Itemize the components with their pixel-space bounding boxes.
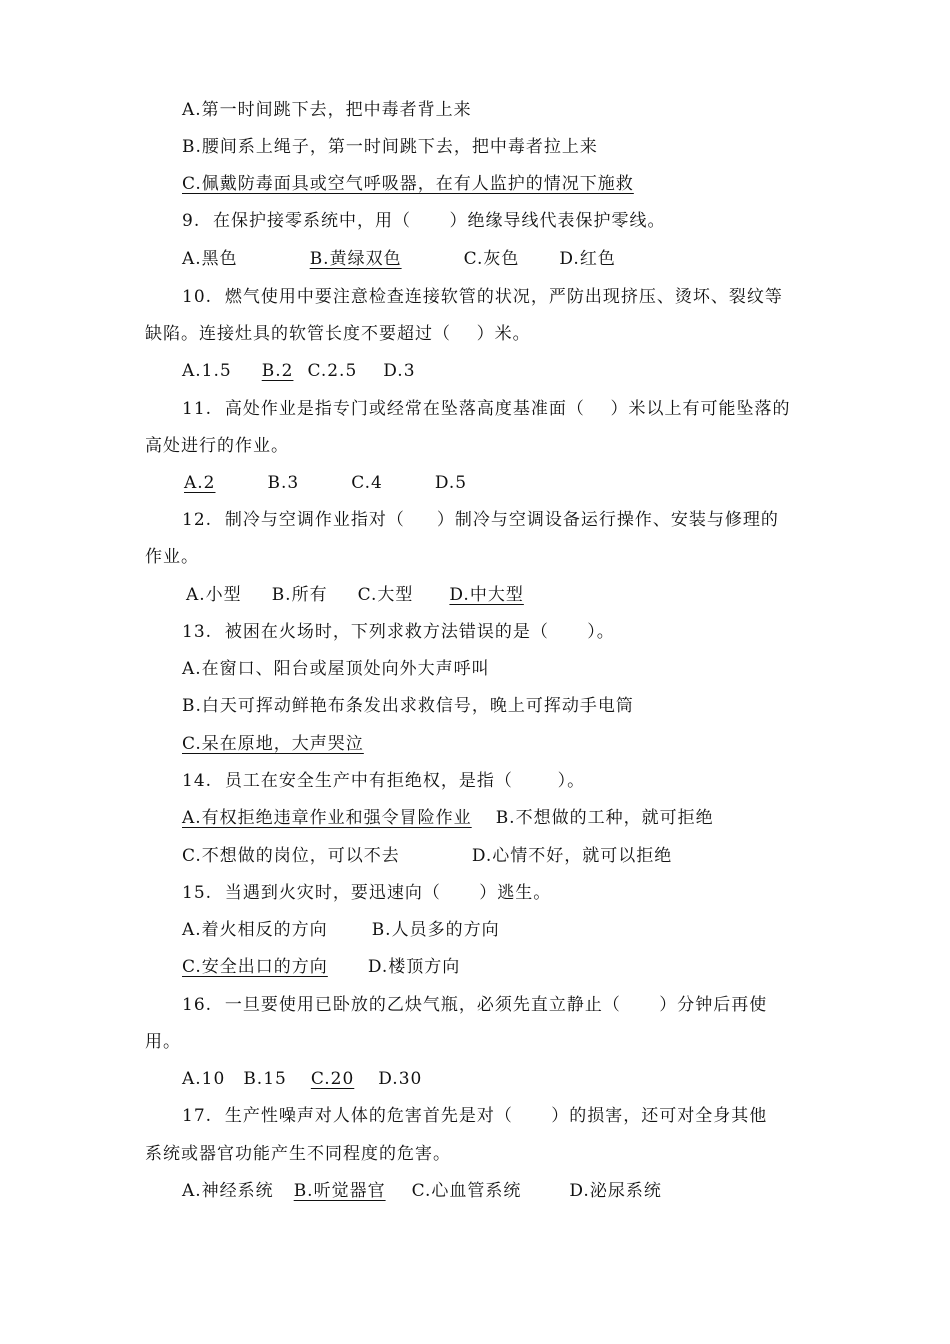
question-17-cont: 系统或器官功能产生不同程度的危害。 [145, 1144, 451, 1164]
question-11-cont: 高处进行的作业。 [145, 436, 289, 456]
options-row: C.不想做的岗位，可以不去 D.心情不好，就可以拒绝 [182, 846, 673, 866]
options-row: A.10 B.15 C.20 D.30 [182, 1069, 423, 1089]
question-10-cont: 缺陷。连接灶具的软管长度不要超过（ ）米。 [145, 324, 531, 344]
answer-option: C.佩戴防毒面具或空气呼吸器，在有人监护的情况下施救 [182, 174, 634, 194]
answer-option: C.安全出口的方向 [182, 957, 328, 977]
question-13: 13. 被困在火场时，下列求救方法错误的是（ ）。 [182, 622, 615, 642]
question-12-cont: 作业。 [145, 547, 199, 567]
option-line: B.白天可挥动鲜艳布条发出求救信号，晚上可挥动手电筒 [182, 696, 634, 716]
answer-option: A.2 [184, 473, 216, 493]
answer-option: C.呆在原地，大声哭泣 [182, 734, 364, 754]
answer-option: B.听觉器官 [293, 1181, 386, 1201]
option-line: A.第一时间跳下去，把中毒者背上来 [182, 100, 472, 120]
options-row: C.安全出口的方向 D.楼顶方向 [182, 957, 461, 977]
answer-option: C.20 [310, 1069, 355, 1089]
options-row: A.着火相反的方向 B.人员多的方向 [182, 920, 500, 940]
question-16-cont: 用。 [145, 1032, 181, 1052]
answer-option: B.黄绿双色 [309, 249, 402, 269]
options-row: A.小型 B.所有 C.大型 D.中大型 [186, 585, 524, 605]
options-row: A.神经系统 B.听觉器官 C.心血管系统 D.泌尿系统 [182, 1181, 662, 1201]
options-row: A.有权拒绝违章作业和强令冒险作业 B.不想做的工种，就可拒绝 [182, 808, 714, 828]
question-15: 15. 当遇到火灾时，要迅速向（ ）逃生。 [182, 883, 552, 903]
question-9: 9. 在保护接零系统中，用（ ）绝缘导线代表保护零线。 [182, 211, 666, 231]
answer-option: A.有权拒绝违章作业和强令冒险作业 [182, 808, 472, 828]
question-10: 10. 燃气使用中要注意检查连接软管的状况，严防出现挤压、烫坏、裂纹等 [182, 287, 783, 307]
question-14: 14. 员工在安全生产中有拒绝权，是指（ ）。 [182, 771, 586, 791]
question-12: 12. 制冷与空调作业指对（ ）制冷与空调设备运行操作、安装与修理的 [182, 510, 779, 530]
answer-option: D.中大型 [449, 585, 524, 605]
question-11: 11. 高处作业是指专门或经常在坠落高度基准面（ ）米以上有可能坠落的 [182, 399, 791, 419]
question-17: 17. 生产性噪声对人体的危害首先是对（ ）的损害，还可对全身其他 [182, 1106, 768, 1126]
question-16: 16. 一旦要使用已卧放的乙炔气瓶，必须先直立静止（ ）分钟后再使 [182, 995, 768, 1015]
option-line: A.在窗口、阳台或屋顶处向外大声呼叫 [182, 659, 490, 679]
answer-option: B.2 [261, 361, 294, 381]
option-line: B.腰间系上绳子，第一时间跳下去，把中毒者拉上来 [182, 137, 598, 157]
options-row: A.黑色 B.黄绿双色 C.灰色 D.红色 [182, 249, 616, 269]
options-row: A.1.5 B.2 C.2.5 D.3 [182, 361, 416, 381]
options-row: A.2 B.3 C.4 D.5 [184, 473, 468, 493]
